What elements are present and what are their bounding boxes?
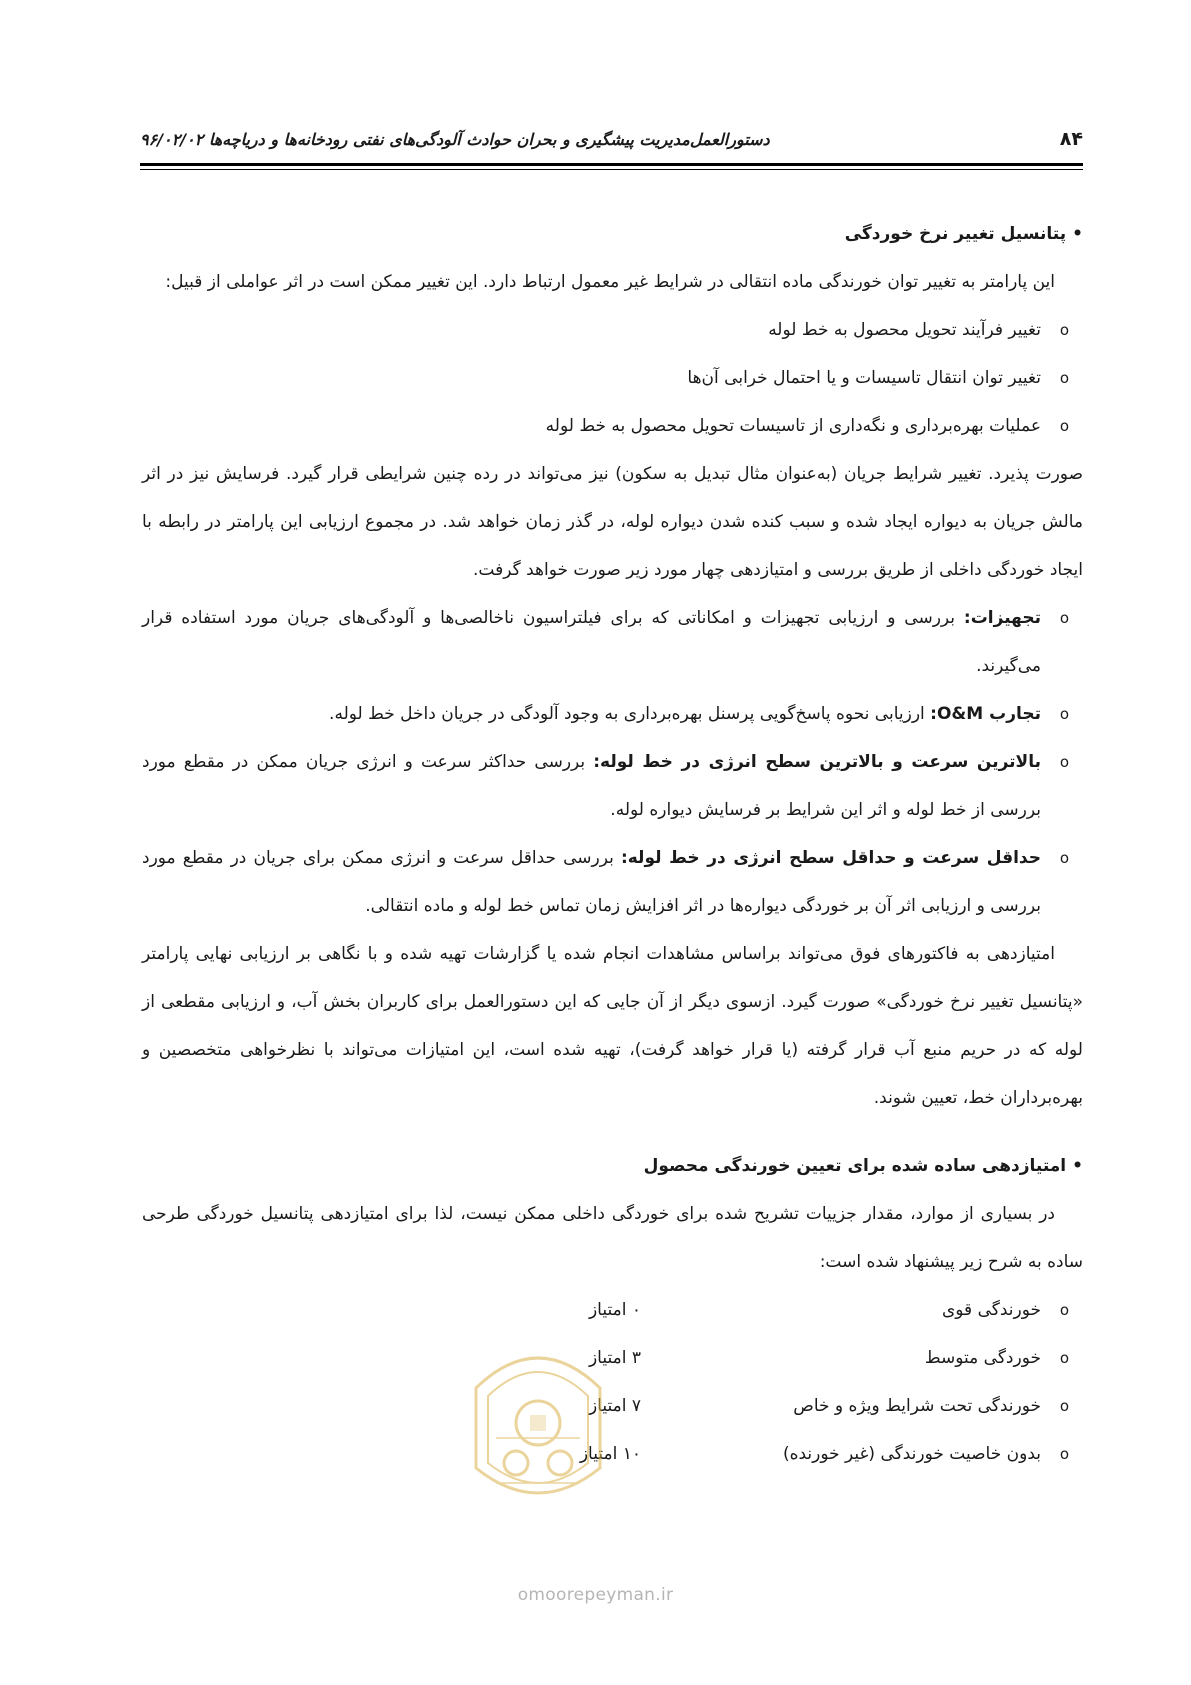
criterion-lead: تجارب O&M: xyxy=(930,704,1041,724)
score-points: ۷ امتیاز xyxy=(588,1396,641,1416)
circle-bullet-icon: o xyxy=(1059,753,1069,771)
circle-bullet-icon: o xyxy=(1059,369,1069,387)
bullet-icon: • xyxy=(1072,1156,1083,1176)
score-label: خورندگی قوی xyxy=(941,1300,1041,1320)
list-item-text: تغییر فرآیند تحویل محصول به خط لوله xyxy=(768,320,1041,340)
paragraph: این پارامتر به تغییر توان خورندگی ماده انتقالی در شرایط غیر معمول ارتباط دارد. این تغییر ممکن است در اثر عواملی از قبیل: xyxy=(165,272,1055,292)
criterion-text: بررسی و ارزیابی تجهیزات و امکاناتی که برای فیلتراسیون ناخالصی‌ها و آلودگی‌های جریان مورد استفاده قرار می‌گیرند. xyxy=(142,608,1041,676)
factor-list xyxy=(142,306,1083,450)
circle-bullet-icon: o xyxy=(1059,417,1069,435)
criterion-lead: بالاترین سرعت و بالاترین سطح انرژی در خط لوله: xyxy=(593,752,1041,772)
criteria-list xyxy=(142,594,1083,930)
spacer xyxy=(142,1122,1083,1142)
score-points: ۳ امتیاز xyxy=(588,1348,641,1368)
list-item xyxy=(142,402,1083,450)
header-rule-thick xyxy=(140,163,1083,166)
bullet-icon: • xyxy=(1072,224,1083,244)
list-item-text: تغییر توان انتقال تاسیسات و یا احتمال خرابی آن‌ها xyxy=(687,368,1041,388)
score-label: خوردگی متوسط xyxy=(924,1348,1041,1368)
list-item xyxy=(142,354,1083,402)
score-points: ۰ امتیاز xyxy=(588,1300,641,1320)
section-heading xyxy=(142,1142,1083,1190)
score-label: خورندگی تحت شرایط ویژه و خاص xyxy=(793,1396,1041,1416)
list-item xyxy=(142,594,1083,690)
list-item-text: عملیات بهره‌برداری و نگه‌داری از تاسیسات تحویل محصول به خط لوله xyxy=(545,416,1041,436)
section-heading xyxy=(142,210,1083,258)
section-heading-text: امتیازدهی ساده شده برای تعیین خورندگی محصول xyxy=(643,1156,1067,1176)
criterion-lead: حداقل سرعت و حداقل سطح انرژی در خط لوله: xyxy=(620,848,1042,868)
circle-bullet-icon: o xyxy=(1059,1349,1069,1367)
circle-bullet-icon: o xyxy=(1059,849,1069,867)
circle-bullet-icon: o xyxy=(1059,321,1069,339)
paragraph: صورت پذیرد. تغییر شرایط جریان (به‌عنوان مثال تبدیل به سکون) نیز می‌تواند در رده چنین شرایطی قرار گیرد. فرسایش نیز در اثر مالش جریان به دیواره ایجاد شده و سبب کنده شدن دیواره لوله، در گذر زمان خواهد شد. در مجموع ارزیابی این پارامتر در رابطه با ایجاد خوردگی داخلی از طریق بررسی و امتیازدهی چهار مورد زیر صورت خواهد گرفت. xyxy=(142,464,1083,580)
list-item xyxy=(142,306,1083,354)
criterion-text: بررسی حداکثر سرعت و انرژی جریان ممکن در مقطع مورد بررسی از خط لوله و اثر این شرایط بر فرسایش دیواره لوله. xyxy=(142,752,1041,820)
circle-bullet-icon: o xyxy=(1059,1445,1069,1463)
page-header xyxy=(140,128,1083,154)
circle-bullet-icon: o xyxy=(1059,705,1069,723)
header-rule-thin xyxy=(140,169,1083,170)
criterion-text: ارزیابی نحوه پاسخ‌گویی پرسنل بهره‌برداری به وجود آلودگی در جریان داخل خط لوله. xyxy=(329,704,931,724)
list-item xyxy=(142,690,1083,738)
circle-bullet-icon: o xyxy=(1059,1397,1069,1415)
circle-bullet-icon: o xyxy=(1059,609,1069,627)
score-label: بدون خاصیت خورندگی (غیر خورنده) xyxy=(782,1444,1041,1464)
paragraph: امتیازدهی به فاکتورهای فوق می‌تواند براساس مشاهدات انجام شده یا گزارشات تهیه شده و با نگاهی بر ارزیابی نهایی پارامتر «پتانسیل تغییر نرخ خوردگی» صورت گیرد. ازسوی دیگر از آن جایی که این دستورالعمل برای کاربران بخش آب، و ارزیابی مقطعی از لوله که در حریم منبع آب قرار گرفته (یا قرار خواهد گرفت)، تهیه شده است، این امتیازات می‌تواند با نظرخواهی متخصصین و بهره‌برداران خط، تعیین شوند. xyxy=(142,944,1083,1108)
watermark-text: omoorepeyman.ir xyxy=(517,1585,674,1605)
section-heading-text: پتانسیل تغییر نرخ خوردگی xyxy=(844,224,1067,244)
list-item xyxy=(142,834,1083,930)
criterion-text: بررسی حداقل سرعت و انرژی ممکن برای جریان در مقطع مورد بررسی و ارزیابی اثر آن بر خوردگی دیواره‌ها در اثر افزایش زمان تماس خط لوله و ماده انتقالی. xyxy=(142,848,1041,916)
page-body xyxy=(142,210,1083,1478)
circle-bullet-icon: o xyxy=(1059,1301,1069,1319)
criterion-lead: تجهیزات: xyxy=(963,608,1041,628)
paragraph: در بسیاری از موارد، مقدار جزییات تشریح شده برای خوردگی داخلی ممکن نیست، لذا برای امتیازدهی پتانسیل خوردگی طرحی ساده به شرح زیر پیشنهاد شده است: xyxy=(142,1204,1083,1272)
page-number: ۸۴ xyxy=(1059,128,1083,150)
watermark-seal-icon xyxy=(456,1318,620,1512)
running-title: دستورالعمل‌مدیریت پیشگیری و بحران حوادث آلودگی‌های نفتی رودخانه‌ها و دریاچه‌ها ۹۶/۰۲/۰۲ xyxy=(140,130,770,149)
list-item xyxy=(142,738,1083,834)
score-points: ۱۰ امتیاز xyxy=(579,1444,641,1464)
